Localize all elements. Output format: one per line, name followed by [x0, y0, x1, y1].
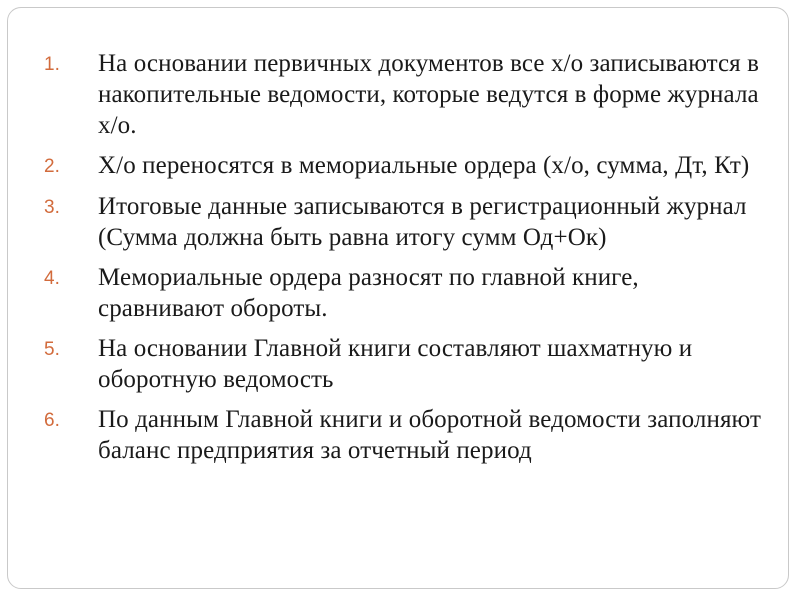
list-item-text: На основании первичных документов все х/о записываются в накопительные ведомости, которые ведутся в форме журнала х/о. — [98, 50, 760, 139]
list-item-number: 6. — [44, 410, 60, 431]
list-item-number: 2. — [44, 156, 60, 177]
list-item — [44, 48, 764, 141]
list-item — [44, 150, 764, 182]
list-item — [44, 404, 764, 466]
list-item — [44, 262, 764, 324]
slide-frame — [7, 7, 789, 589]
list-item-number: 5. — [44, 339, 60, 360]
list-item-text: Мемориальные ордера разносят по главной книге, сравнивают обороты. — [98, 264, 639, 322]
list-item-text: По данным Главной книги и оборотной ведомости заполняют баланс предприятия за отчетный период — [98, 406, 762, 464]
list-item — [44, 333, 764, 395]
list-item — [44, 191, 764, 253]
list-item-number: 4. — [44, 268, 60, 289]
list-item-number: 1. — [44, 54, 60, 75]
list-item-number: 3. — [44, 197, 60, 218]
list-item-text: На основании Главной книги составляют шахматную и оборотную ведомость — [98, 335, 693, 393]
numbered-list — [44, 48, 764, 475]
list-item-text: Итоговые данные записываются в регистрационный журнал (Сумма должна быть равна итогу сумм Од+Ок) — [98, 193, 747, 251]
list-item-text: Х/о переносятся в мемориальные ордера (х/о, сумма, Дт, Кт) — [98, 152, 750, 179]
